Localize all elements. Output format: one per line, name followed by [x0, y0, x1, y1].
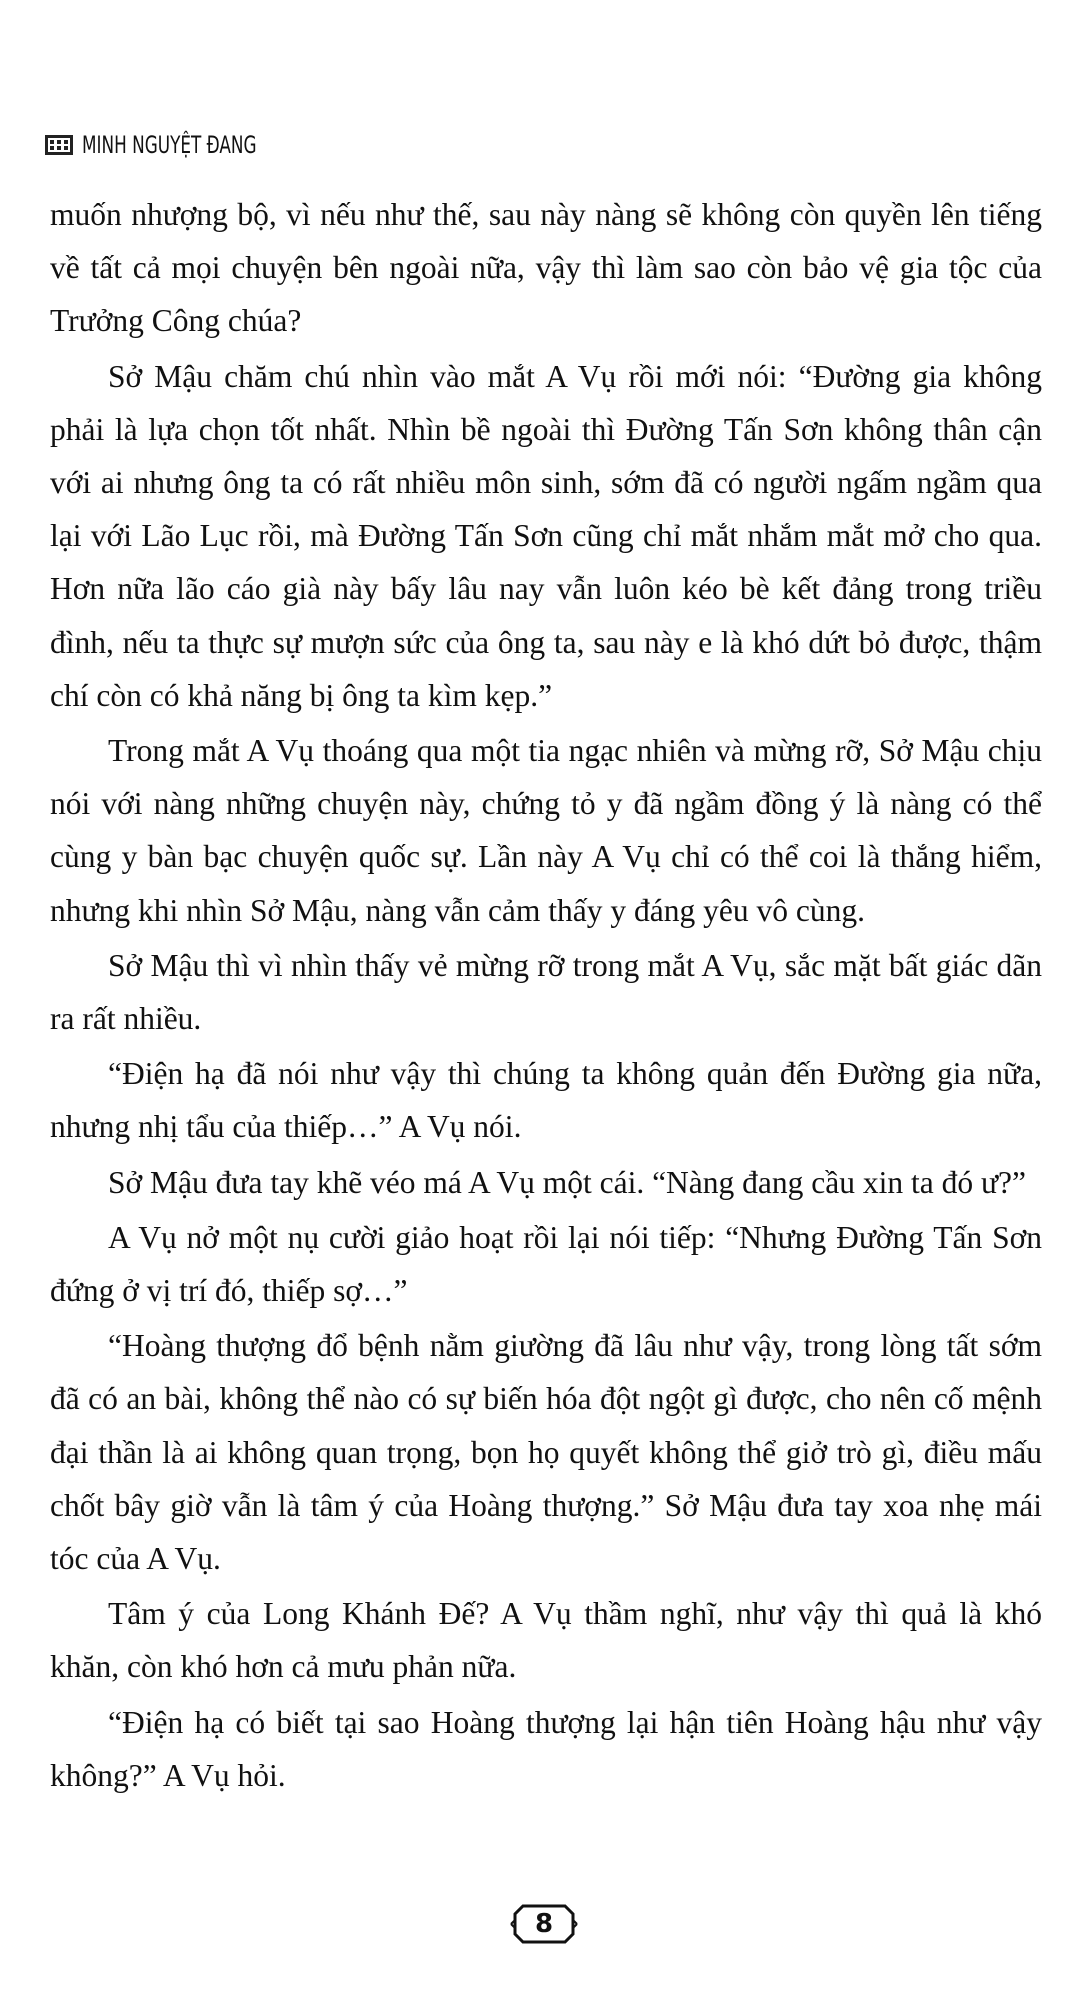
paragraph: muốn nhượng bộ, vì nếu như thế, sau này nàng sẽ không còn quyền lên tiếng về tất cả mọi chuyện bên ngoài nữa, vậy thì làm sao còn bảo vệ gia tộc của Trưởng Công chúa?	[50, 197, 1042, 339]
book-title: MINH NGUYỆT ĐANG	[82, 131, 257, 159]
page-number-badge-icon	[509, 1902, 579, 1946]
paragraph: “Hoàng thượng đổ bệnh nằm giường đã lâu như vậy, trong lòng tất sớm đã có an bài, không thể nào có sự biến hóa đột ngột gì được, cho nên cố mệnh đại thần là ai không quan trọng, bọn họ quyết không thể giở trò gì, điều mấu chốt bây giờ vẫn là tâm ý của Hoàng thượng.” Sở Mậu đưa tay xoa nhẹ mái tóc của A Vụ.	[50, 1328, 1042, 1577]
paragraph: “Điện hạ có biết tại sao Hoàng thượng lại hận tiên Hoàng hậu như vậy không?” A Vụ hỏi.	[50, 1704, 1042, 1793]
paragraph: “Điện hạ đã nói như vậy thì chúng ta không quản đến Đường gia nữa, nhưng nhị tẩu của thiếp…” A Vụ nói.	[50, 1056, 1042, 1145]
paragraph: Tâm ý của Long Khánh Đế? A Vụ thầm nghĩ, như vậy thì quả là khó khăn, còn khó hơn cả mưu phản nữa.	[50, 1596, 1042, 1685]
paragraph: Sở Mậu chăm chú nhìn vào mắt A Vụ rồi mới nói: “Đường gia không phải là lựa chọn tốt nhất. Nhìn bề ngoài thì Đường Tấn Sơn không thân cận với ai nhưng ông ta có rất nhiều môn sinh, sớm đã có người ngấm ngầm qua lại với Lão Lục rồi, mà Đường Tấn Sơn cũng chỉ mắt nhắm mắt mở cho qua. Hơn nữa lão cáo già này bấy lâu nay vẫn luôn kéo bè kết đảng trong triều đình, nếu ta thực sự mượn sức của ông ta, sau này e là khó dứt bỏ được, thậm chí còn có khả năng bị ông ta kìm kẹp.”	[50, 358, 1042, 713]
paragraph: Sở Mậu thì vì nhìn thấy vẻ mừng rỡ trong mắt A Vụ, sắc mặt bất giác dãn ra rất nhiều.	[50, 947, 1042, 1037]
paragraph: A Vụ nở một nụ cười giảo hoạt rồi lại nói tiếp: “Nhưng Đường Tấn Sơn đứng ở vị trí đó, thiếp sợ…”	[50, 1219, 1042, 1309]
paragraph: Sở Mậu đưa tay khẽ véo má A Vụ một cái. “Nàng đang cầu xin ta đó ư?”	[108, 1164, 1026, 1200]
book-ornament-icon	[44, 133, 74, 157]
body-text	[50, 188, 1042, 1804]
paragraph: Trong mắt A Vụ thoáng qua một tia ngạc nhiên và mừng rỡ, Sở Mậu chịu nói với nàng những chuyện này, chứng tỏ y đã ngầm đồng ý là nàng có thể cùng y bàn bạc chuyện quốc sự. Lần này A Vụ chỉ có thể coi là thắng hiểm, nhưng khi nhìn Sở Mậu, nàng vẫn cảm thấy y đáng yêu vô cùng.	[50, 733, 1042, 928]
running-header	[44, 128, 306, 162]
page-footer	[0, 1902, 1088, 1946]
page-number: 8	[534, 1909, 554, 1939]
